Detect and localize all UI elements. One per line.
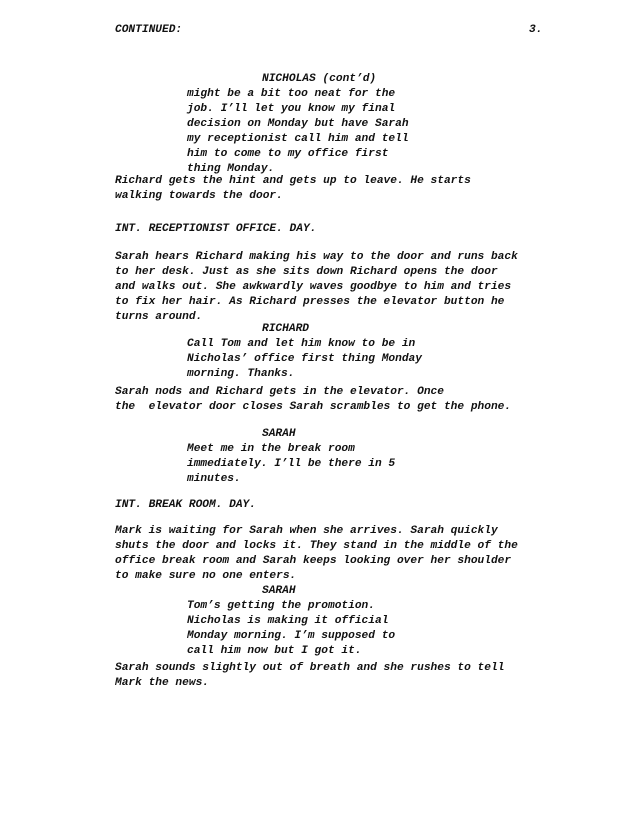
- character-name: SARAH: [262, 428, 296, 440]
- continued-header: CONTINUED:: [115, 24, 183, 36]
- action-block: Mark is waiting for Sarah when she arrives. Sarah quickly shuts the door and locks it. They stand in the middle of the office break room and Sarah keeps looking over her shoulder to make sure no one enters.: [115, 525, 518, 582]
- character-name: RICHARD: [262, 323, 309, 335]
- action-block: Sarah nods and Richard gets in the elevator. Once the elevator door closes Sarah scrambles to get the phone.: [115, 386, 512, 413]
- character-name: NICHOLAS (cont’d): [262, 73, 377, 85]
- dialogue-block: Meet me in the break room immediately. I’ll be there in 5 minutes.: [187, 443, 396, 485]
- action-block: Sarah sounds slightly out of breath and she rushes to tell Mark the news.: [115, 662, 505, 689]
- action-block: Sarah hears Richard making his way to the door and runs back to her desk. Just as she sits down Richard opens the door and walks out. She awkwardly waves goodbye to him and tries to fix her hair. As Richard presses the elevator button he turns around.: [115, 251, 518, 323]
- dialogue-block: might be a bit too neat for the job. I’ll let you know my final decision on Monday but have Sarah my receptionist call him and tell him to come to my office first thing Monday.: [187, 88, 409, 175]
- scene-heading: INT. BREAK ROOM. DAY.: [115, 499, 256, 511]
- scene-heading: INT. RECEPTIONIST OFFICE. DAY.: [115, 223, 317, 235]
- action-block: Richard gets the hint and gets up to leave. He starts walking towards the door.: [115, 175, 471, 202]
- dialogue-block: Call Tom and let him know to be in Nicholas’ office first thing Monday morning. Thanks.: [187, 338, 422, 380]
- dialogue-block: Tom’s getting the promotion. Nicholas is making it official Monday morning. I’m supposed to call him now but I got it.: [187, 600, 396, 657]
- page-number: 3.: [529, 24, 543, 36]
- character-name: SARAH: [262, 585, 296, 597]
